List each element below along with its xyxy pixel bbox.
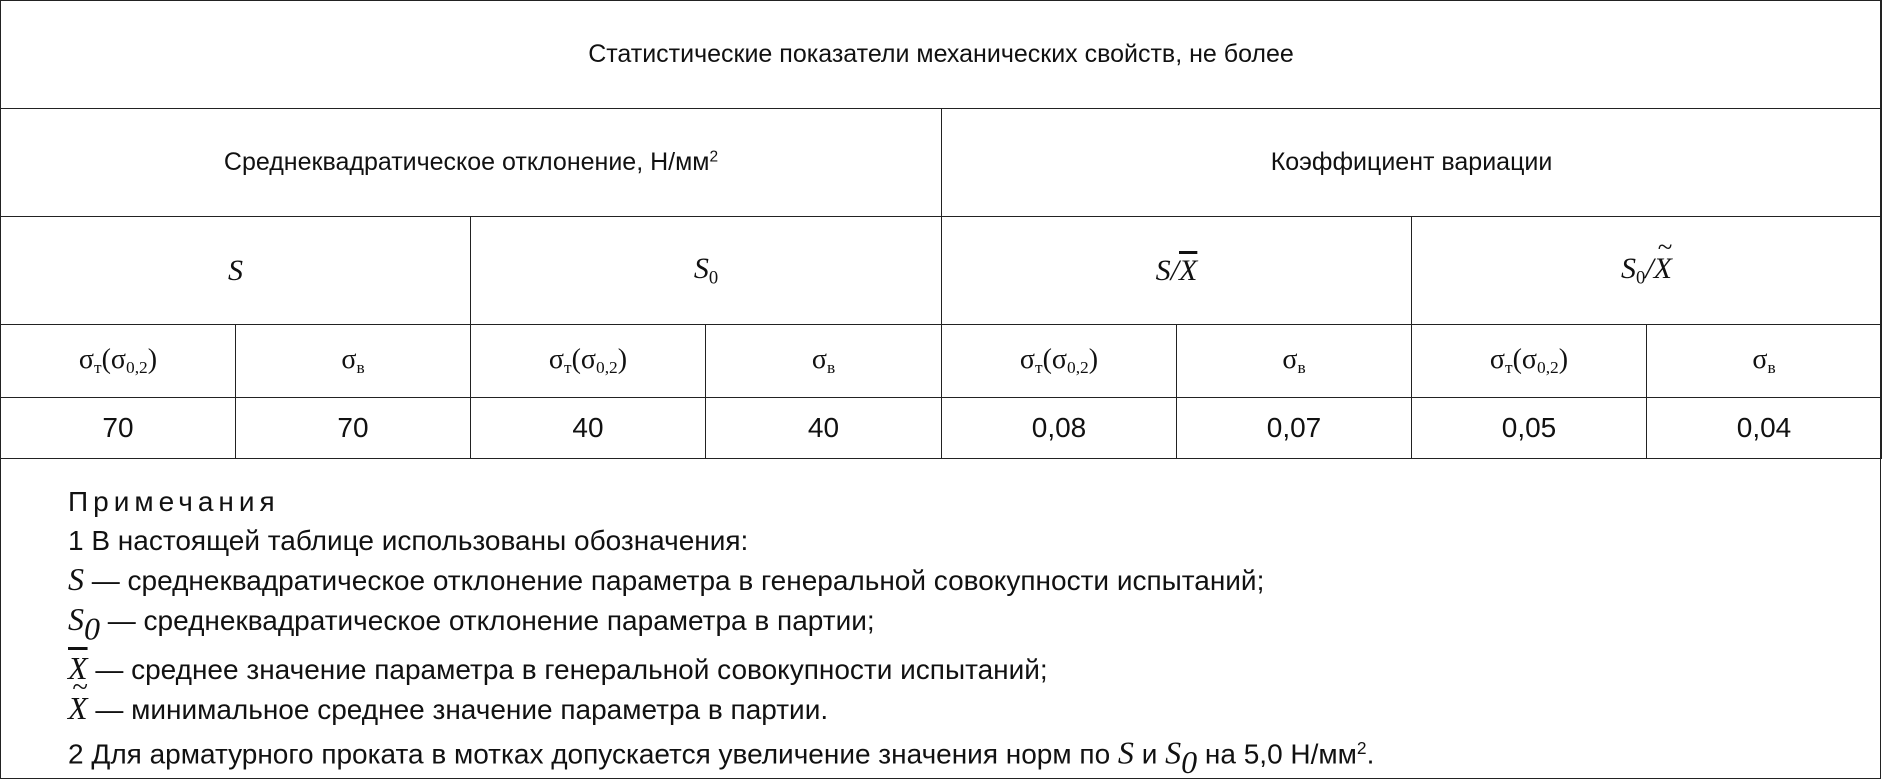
sigma-symbol: σ <box>1752 343 1768 375</box>
notes-title: Примечания <box>68 486 280 517</box>
definition-s0 <box>68 600 1374 649</box>
sigma-symbol: σ <box>548 343 565 375</box>
header-tensile-strength <box>236 325 471 398</box>
tensile-subscript: в <box>1297 358 1306 378</box>
notes-line-1: 1 В настоящей таблице использованы обозначения: <box>68 525 749 556</box>
definition-xbar <box>68 649 1374 689</box>
symbol-s0-sub: 0 <box>84 610 100 647</box>
value-cell: 70 <box>236 398 471 459</box>
header-yield-strength <box>1 325 236 398</box>
sigma-symbol: σ <box>1019 343 1036 375</box>
proof-close: ) <box>617 343 628 375</box>
header-yield-strength <box>471 325 706 398</box>
tensile-subscript: в <box>826 358 836 378</box>
header-std-deviation-label: Среднеквадратическое отклонение, Н/мм <box>223 148 710 176</box>
value-cell: 40 <box>471 398 706 459</box>
yield-subscript: т <box>1505 358 1513 378</box>
symbol-s0: S <box>1621 251 1637 285</box>
symbol-s0: S <box>693 251 709 285</box>
yield-subscript: т <box>94 358 102 378</box>
value-cell: 40 <box>706 398 942 459</box>
header-variation-coefficient: Коэффициент вариации <box>942 109 1882 217</box>
sigma-symbol: σ <box>1282 343 1298 375</box>
slash: / <box>1645 251 1654 285</box>
header-yield-strength <box>942 325 1177 398</box>
symbol-s0: S <box>68 601 84 637</box>
note-text: 2 Для арматурного проката в мотках допускается увеличение значения норм по <box>68 738 1118 770</box>
header-s0 <box>471 217 942 325</box>
symbol-xtilde: ~ X <box>1654 252 1672 286</box>
proof-subscript: 0,2 <box>596 358 618 378</box>
definition-text: — среднеквадратическое отклонение параметра в генеральной совокупности испытаний; <box>84 565 1265 596</box>
note-text: на 5,0 Н/мм <box>1197 738 1357 770</box>
header-s0-over-xtilde <box>1412 217 1882 325</box>
proof-subscript: 0,2 <box>1067 358 1089 378</box>
value-cell: 0,07 <box>1177 398 1412 459</box>
header-s <box>1 217 471 325</box>
definition-s <box>68 560 1374 600</box>
notes-line-2 <box>68 729 1374 782</box>
symbol-s0-sub: 0 <box>1636 267 1646 289</box>
slash: / <box>1170 253 1179 287</box>
definition-xtilde <box>68 689 1374 729</box>
yield-subscript: т <box>564 358 572 378</box>
proof-open: (σ <box>101 343 127 375</box>
symbol-s0-sub: 0 <box>708 267 719 289</box>
yield-subscript: т <box>1035 358 1043 378</box>
symbol-xtilde: ~ X <box>68 689 88 728</box>
sigma-symbol: σ <box>341 343 357 375</box>
table-title: Статистические показатели механических свойств, не более <box>1 1 1882 109</box>
proof-close: ) <box>147 343 158 375</box>
sigma-symbol: σ <box>78 343 95 375</box>
proof-close: ) <box>1558 343 1569 375</box>
symbol-s0: S <box>1165 734 1182 771</box>
value-cell: 0,04 <box>1647 398 1882 459</box>
symbol-xbar: $\overline{X}$ <box>68 649 88 686</box>
value-cell: 70 <box>1 398 236 459</box>
sigma-symbol: σ <box>1489 343 1506 375</box>
symbol-s: S <box>228 253 243 287</box>
header-tensile-strength <box>1177 325 1412 398</box>
proof-subscript: 0,2 <box>126 358 148 378</box>
header-tensile-strength <box>706 325 942 398</box>
symbol-s: S <box>1155 253 1171 287</box>
notes-section <box>68 482 1374 782</box>
proof-open: (σ <box>571 343 597 375</box>
symbol-s0-sub: 0 <box>1181 743 1198 780</box>
definition-text: — среднее значение параметра в генеральной совокупности испытаний; <box>87 653 1048 685</box>
tensile-subscript: в <box>1767 358 1776 378</box>
header-s-over-xbar <box>942 217 1412 325</box>
proof-open: (σ <box>1512 343 1538 375</box>
note-text: . <box>1366 738 1375 770</box>
value-cell: 0,08 <box>942 398 1177 459</box>
symbol-s: S <box>68 561 84 597</box>
proof-close: ) <box>1088 343 1099 375</box>
note-text: и <box>1133 738 1166 770</box>
tensile-subscript: в <box>356 358 365 378</box>
proof-open: (σ <box>1042 343 1068 375</box>
symbol-xbar: $\overline{X}$ <box>1179 253 1198 287</box>
header-std-deviation <box>1 109 942 217</box>
unit-superscript: 2 <box>709 148 719 166</box>
symbol-s: S <box>1117 734 1134 771</box>
proof-subscript: 0,2 <box>1537 358 1559 378</box>
value-cell: 0,05 <box>1412 398 1647 459</box>
header-yield-strength <box>1412 325 1647 398</box>
unit-superscript: 2 <box>1356 737 1367 758</box>
definition-text: — среднеквадратическое отклонение параметра в партии; <box>100 605 875 636</box>
definition-text: — минимальное среднее значение параметра в партии. <box>87 693 829 725</box>
sigma-symbol: σ <box>811 343 827 375</box>
header-tensile-strength <box>1647 325 1882 398</box>
